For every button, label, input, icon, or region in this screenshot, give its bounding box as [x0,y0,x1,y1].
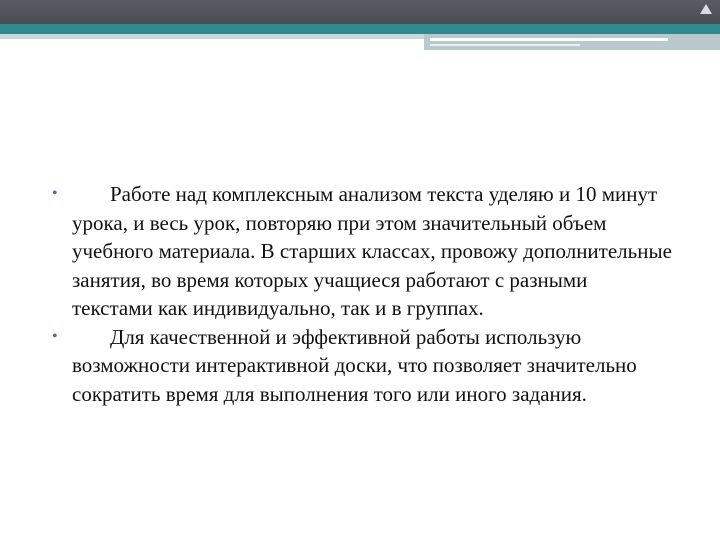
bullet-marker: • [52,327,58,345]
corner-fold-icon [700,4,712,14]
slide-content [52,180,672,408]
header-accent-line [430,38,668,41]
bullet-text-1: Работе над комплексным анализом текста уделяю и 10 минут урока, и весь урок, повторяю при этом значительный объем учебного материала. В старших классах, провожу дополнительные занятия, во время которых учащиеся работают с разными текстами как индивидуально, так и в группах. [72,182,672,320]
bullet-text-2: Для качественной и эффективной работы использую возможности интерактивной доски, что позволяет значительно сократить время для выполнения того или иного задания. [72,324,637,406]
header-accent-strip [424,34,720,50]
bullet-item-2 [52,323,672,409]
bullet-item-1 [52,180,672,323]
header-dark-band [0,0,720,24]
bullet-marker: • [52,185,58,202]
header-teal-band [0,24,720,34]
header-accent-line-short [430,44,580,46]
